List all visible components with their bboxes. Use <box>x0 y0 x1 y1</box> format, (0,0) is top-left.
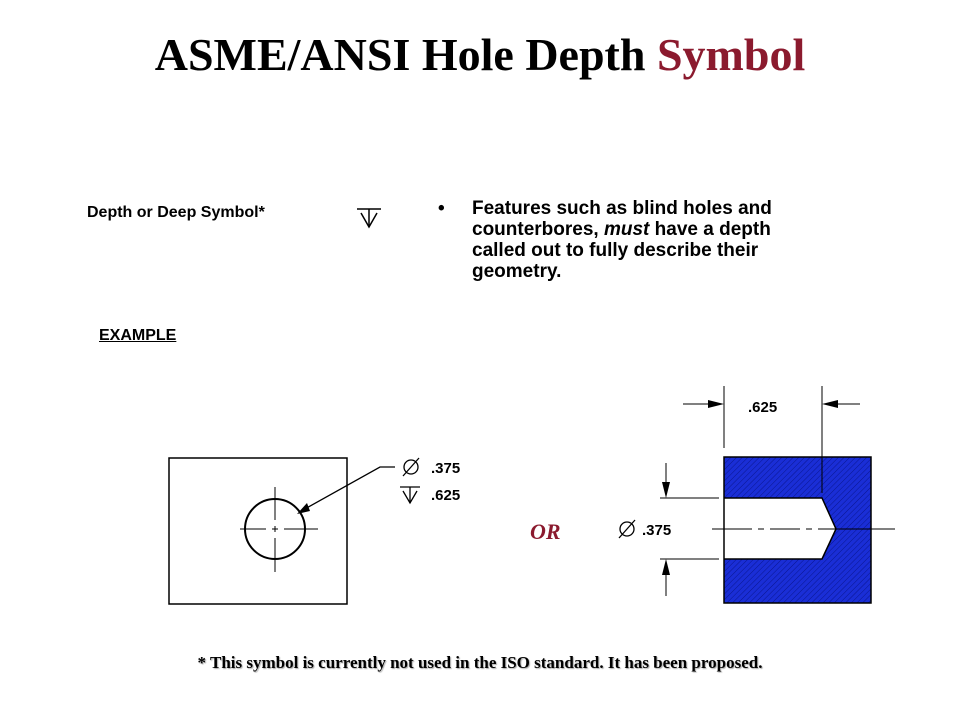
right-diameter-symbol-icon <box>619 520 635 538</box>
bullet-marker: • <box>438 198 445 219</box>
callout-depth-symbol-icon <box>400 487 420 503</box>
section-hatch <box>724 457 871 603</box>
plate-outline <box>169 458 347 604</box>
depth-symbol-label: Depth or Deep Symbol* <box>87 204 265 221</box>
bullet-emphasis: must <box>603 219 650 240</box>
plate-top-view <box>169 458 347 604</box>
left-depth-value: .625 <box>431 487 461 504</box>
bullet-text-part1: Features such as blind holes and counterbores, <box>472 198 772 240</box>
hole-leader <box>297 467 395 514</box>
diameter-dim-arrow-top <box>662 482 670 498</box>
depth-dim-arrow-left <box>708 400 724 408</box>
bullet-text-part2: have a depth called out to fully describe their geometry. <box>472 219 771 282</box>
depth-symbol-icon <box>357 209 381 227</box>
title-main: ASME/ANSI Hole Depth <box>154 29 657 80</box>
depth-dim-arrow-right <box>822 400 838 408</box>
title-accent: Symbol <box>656 29 806 80</box>
right-diameter-value: .375 <box>642 522 672 539</box>
diameter-dim-arrow-bottom <box>662 559 670 575</box>
section-view <box>712 457 895 603</box>
right-depth-value: .625 <box>748 399 778 416</box>
example-label: EXAMPLE <box>99 327 177 344</box>
diameter-symbol-icon <box>403 458 419 476</box>
or-label: OR <box>530 519 561 544</box>
left-diameter-value: .375 <box>431 460 461 477</box>
footnote: * This symbol is currently not used in the ISO standard. It has been proposed. <box>197 653 763 672</box>
